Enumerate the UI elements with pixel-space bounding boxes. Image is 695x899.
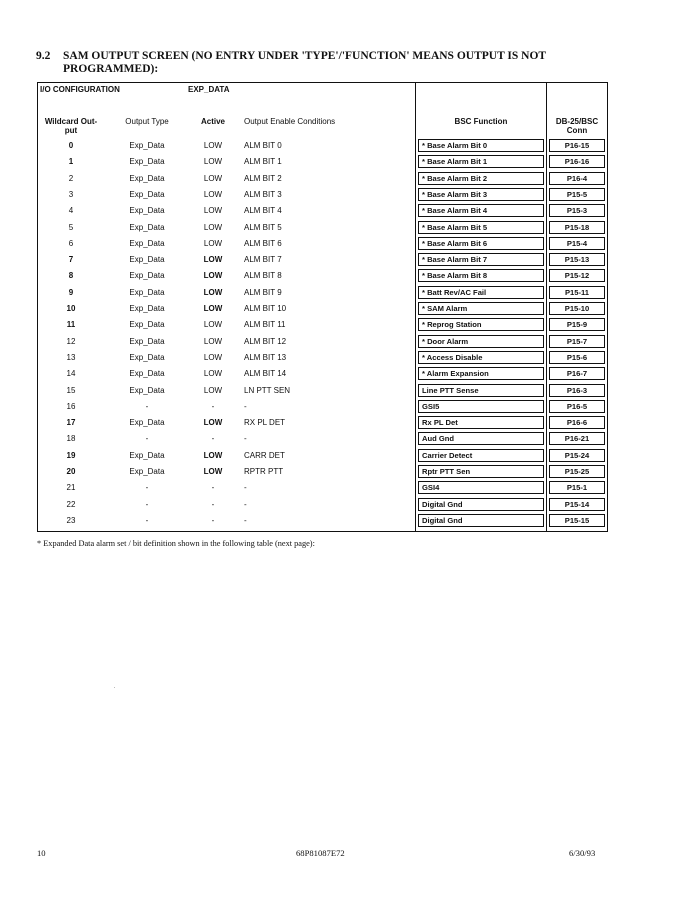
row-db25-conn: P15-3	[549, 204, 605, 217]
table-divider-db25	[546, 83, 547, 531]
row-db25-conn: P15-14	[549, 498, 605, 511]
row-active: LOW	[203, 255, 223, 265]
row-bsc-function: * Base Alarm Bit 8	[418, 269, 544, 282]
row-active: LOW	[203, 418, 223, 428]
row-enable-condition: -	[244, 515, 247, 525]
row-enable-condition: ALM BIT 2	[244, 173, 282, 183]
row-output-number: 12	[66, 336, 76, 346]
row-output-number: 6	[68, 238, 74, 248]
row-active: LOW	[203, 352, 223, 362]
section-title-line1: SAM OUTPUT SCREEN (NO ENTRY UNDER 'TYPE'/'FUNCTION' MEANS OUTPUT IS NOT	[63, 50, 547, 62]
row-db25-conn: P15-12	[549, 269, 605, 282]
row-output-number: 10	[66, 304, 76, 313]
row-output-number: 16	[66, 401, 76, 411]
page-number: 10	[37, 848, 46, 858]
row-db25-conn: P15-6	[549, 351, 605, 364]
row-bsc-function: Aud Gnd	[418, 432, 544, 445]
row-db25-conn: P15-25	[549, 465, 605, 478]
row-output-type: Exp_Data	[129, 255, 165, 265]
row-output-number: 2	[68, 173, 74, 183]
row-output-type: -	[145, 483, 149, 493]
row-db25-conn: P16-16	[549, 155, 605, 168]
row-output-type: Exp_Data	[129, 352, 165, 362]
exp-data-label: EXP_DATA	[188, 85, 230, 94]
section-title-line2: PROGRAMMED):	[63, 63, 159, 75]
row-enable-condition: CARR DET	[244, 450, 285, 460]
row-bsc-function: Carrier Detect	[418, 449, 544, 462]
row-db25-conn: P16-7	[549, 367, 605, 380]
row-enable-condition: ALM BIT 0	[244, 141, 282, 150]
row-bsc-function: * Access Disable	[418, 351, 544, 364]
row-db25-conn: P16-4	[549, 172, 605, 185]
header-output-type: Output Type	[125, 117, 169, 126]
header-output-enable-conditions: Output Enable Conditions	[244, 117, 336, 126]
row-output-number: 20	[66, 467, 76, 476]
row-output-number: 23	[66, 515, 76, 525]
row-enable-condition: ALM BIT 7	[244, 255, 282, 265]
row-bsc-function: * Base Alarm Bit 5	[418, 221, 544, 234]
row-enable-condition: LN PTT SEN	[244, 385, 291, 395]
row-active: LOW	[203, 189, 223, 199]
row-db25-conn: P15-1	[549, 481, 605, 494]
row-db25-conn: P16-15	[549, 139, 605, 152]
row-output-number: 13	[66, 352, 76, 362]
row-active: LOW	[203, 141, 223, 150]
row-db25-conn: P15-9	[549, 318, 605, 331]
row-output-type: Exp_Data	[129, 467, 165, 476]
row-db25-conn: P15-5	[549, 188, 605, 201]
row-db25-conn: P16-21	[549, 432, 605, 445]
doc-date: 6/30/93	[569, 848, 596, 858]
row-active: LOW	[203, 238, 223, 248]
row-enable-condition: ALM BIT 3	[244, 189, 282, 199]
row-active: -	[211, 515, 215, 525]
row-output-type: Exp_Data	[129, 418, 165, 428]
row-enable-condition: ALM BIT 8	[244, 271, 282, 281]
row-output-number: 7	[68, 255, 74, 265]
row-enable-condition: ALM BIT 13	[244, 352, 287, 362]
row-db25-conn: P15-24	[549, 449, 605, 462]
row-enable-condition: ALM BIT 1	[244, 157, 282, 167]
row-enable-condition: RX PL DET	[244, 418, 286, 428]
row-output-number: 4	[68, 206, 74, 216]
row-output-number: 1	[68, 157, 74, 167]
row-output-type: Exp_Data	[129, 336, 165, 346]
row-bsc-function: * Base Alarm Bit 2	[418, 172, 544, 185]
row-active: LOW	[203, 450, 223, 460]
row-output-number: 19	[66, 450, 76, 460]
header-db25-bsc-conn: DB-25/BSC Conn	[555, 117, 599, 135]
row-output-number: 11	[66, 320, 76, 330]
row-output-type: -	[145, 434, 149, 444]
row-bsc-function: * Alarm Expansion	[418, 367, 544, 380]
io-config-label: I/O CONFIGURATION	[40, 85, 120, 94]
row-db25-conn: P15-4	[549, 237, 605, 250]
row-active: LOW	[203, 173, 223, 183]
row-active: -	[211, 483, 215, 493]
row-enable-condition: -	[244, 401, 247, 411]
section-number: 9.2	[36, 50, 51, 62]
row-enable-condition: -	[244, 499, 247, 509]
section-heading	[36, 50, 636, 76]
scan-speck	[114, 687, 115, 688]
row-bsc-function: * Base Alarm Bit 1	[418, 155, 544, 168]
row-output-type: Exp_Data	[129, 320, 165, 330]
table-divider-bsc	[415, 83, 416, 531]
row-active: LOW	[203, 467, 223, 476]
row-enable-condition: ALM BIT 14	[244, 369, 287, 379]
row-output-type: Exp_Data	[129, 304, 165, 313]
row-enable-condition: -	[244, 434, 247, 444]
row-db25-conn: P15-15	[549, 514, 605, 527]
row-output-number: 18	[66, 434, 76, 444]
row-bsc-function: * Base Alarm Bit 3	[418, 188, 544, 201]
row-output-number: 14	[66, 369, 76, 379]
header-active: Active	[200, 117, 225, 126]
row-active: LOW	[203, 271, 223, 281]
row-output-number: 21	[66, 483, 76, 493]
row-output-number: 9	[68, 287, 74, 297]
row-active: LOW	[203, 385, 223, 395]
row-enable-condition: ALM BIT 9	[244, 287, 282, 297]
row-bsc-function: * SAM Alarm	[418, 302, 544, 315]
row-bsc-function: * Base Alarm Bit 6	[418, 237, 544, 250]
row-enable-condition: ALM BIT 6	[244, 238, 282, 248]
row-db25-conn: P15-13	[549, 253, 605, 266]
row-bsc-function: Rptr PTT Sen	[418, 465, 544, 478]
row-output-type: Exp_Data	[129, 157, 165, 167]
row-enable-condition: ALM BIT 4	[244, 206, 282, 216]
row-db25-conn: P15-10	[549, 302, 605, 315]
row-bsc-function: Rx PL Det	[418, 416, 544, 429]
row-output-type: Exp_Data	[129, 222, 165, 232]
row-active: -	[211, 499, 215, 509]
row-output-number: 17	[66, 418, 76, 428]
row-output-number: 0	[68, 141, 74, 150]
row-output-number: 8	[68, 271, 74, 281]
row-output-number: 22	[66, 499, 76, 509]
row-output-number: 5	[68, 222, 74, 232]
row-active: LOW	[203, 320, 223, 330]
row-bsc-function: GSI4	[418, 481, 544, 494]
row-output-type: Exp_Data	[129, 287, 165, 297]
row-active: LOW	[203, 157, 223, 167]
row-bsc-function: * Batt Rev/AC Fail	[418, 286, 544, 299]
header-wildcard-output: Wildcard Out-put	[44, 117, 98, 135]
row-output-type: Exp_Data	[129, 173, 165, 183]
row-output-type: Exp_Data	[129, 385, 165, 395]
row-db25-conn: P16-5	[549, 400, 605, 413]
row-output-type: Exp_Data	[129, 450, 165, 460]
footnote: * Expanded Data alarm set / bit definition shown in the following table (next page):	[37, 539, 315, 548]
row-active: LOW	[203, 304, 223, 313]
row-output-type: Exp_Data	[129, 271, 165, 281]
row-active: LOW	[203, 287, 223, 297]
row-enable-condition: RPTR PTT	[244, 467, 284, 476]
row-db25-conn: P16-3	[549, 384, 605, 397]
row-db25-conn: P15-7	[549, 335, 605, 348]
row-enable-condition: ALM BIT 12	[244, 336, 287, 346]
row-output-type: -	[145, 499, 149, 509]
row-bsc-function: Digital Gnd	[418, 498, 544, 511]
row-active: LOW	[203, 369, 223, 379]
row-active: -	[211, 401, 215, 411]
row-output-type: Exp_Data	[129, 206, 165, 216]
row-bsc-function: * Door Alarm	[418, 335, 544, 348]
row-db25-conn: P15-11	[549, 286, 605, 299]
row-output-number: 3	[68, 189, 74, 199]
header-bsc-function: BSC Function	[454, 117, 508, 126]
doc-number: 68P81087E72	[296, 848, 345, 858]
row-bsc-function: * Base Alarm Bit 0	[418, 139, 544, 152]
row-active: LOW	[203, 206, 223, 216]
row-active: LOW	[203, 336, 223, 346]
row-bsc-function: GSI5	[418, 400, 544, 413]
row-bsc-function: * Base Alarm Bit 7	[418, 253, 544, 266]
row-enable-condition: ALM BIT 10	[244, 304, 287, 313]
row-enable-condition: -	[244, 483, 247, 493]
row-output-type: Exp_Data	[129, 369, 165, 379]
row-bsc-function: * Reprog Station	[418, 318, 544, 331]
row-output-type: Exp_Data	[129, 238, 165, 248]
row-enable-condition: ALM BIT 11	[244, 320, 286, 330]
row-bsc-function: Digital Gnd	[418, 514, 544, 527]
row-db25-conn: P16-6	[549, 416, 605, 429]
row-bsc-function: Line PTT Sense	[418, 384, 544, 397]
row-db25-conn: P15-18	[549, 221, 605, 234]
row-output-number: 15	[66, 385, 76, 395]
row-output-type: Exp_Data	[129, 141, 165, 150]
row-output-type: -	[145, 401, 149, 411]
sam-output-table	[37, 82, 608, 532]
row-active: -	[211, 434, 215, 444]
row-output-type: -	[145, 515, 149, 525]
row-active: LOW	[203, 222, 223, 232]
row-enable-condition: ALM BIT 5	[244, 222, 282, 232]
row-output-type: Exp_Data	[129, 189, 165, 199]
row-bsc-function: * Base Alarm Bit 4	[418, 204, 544, 217]
